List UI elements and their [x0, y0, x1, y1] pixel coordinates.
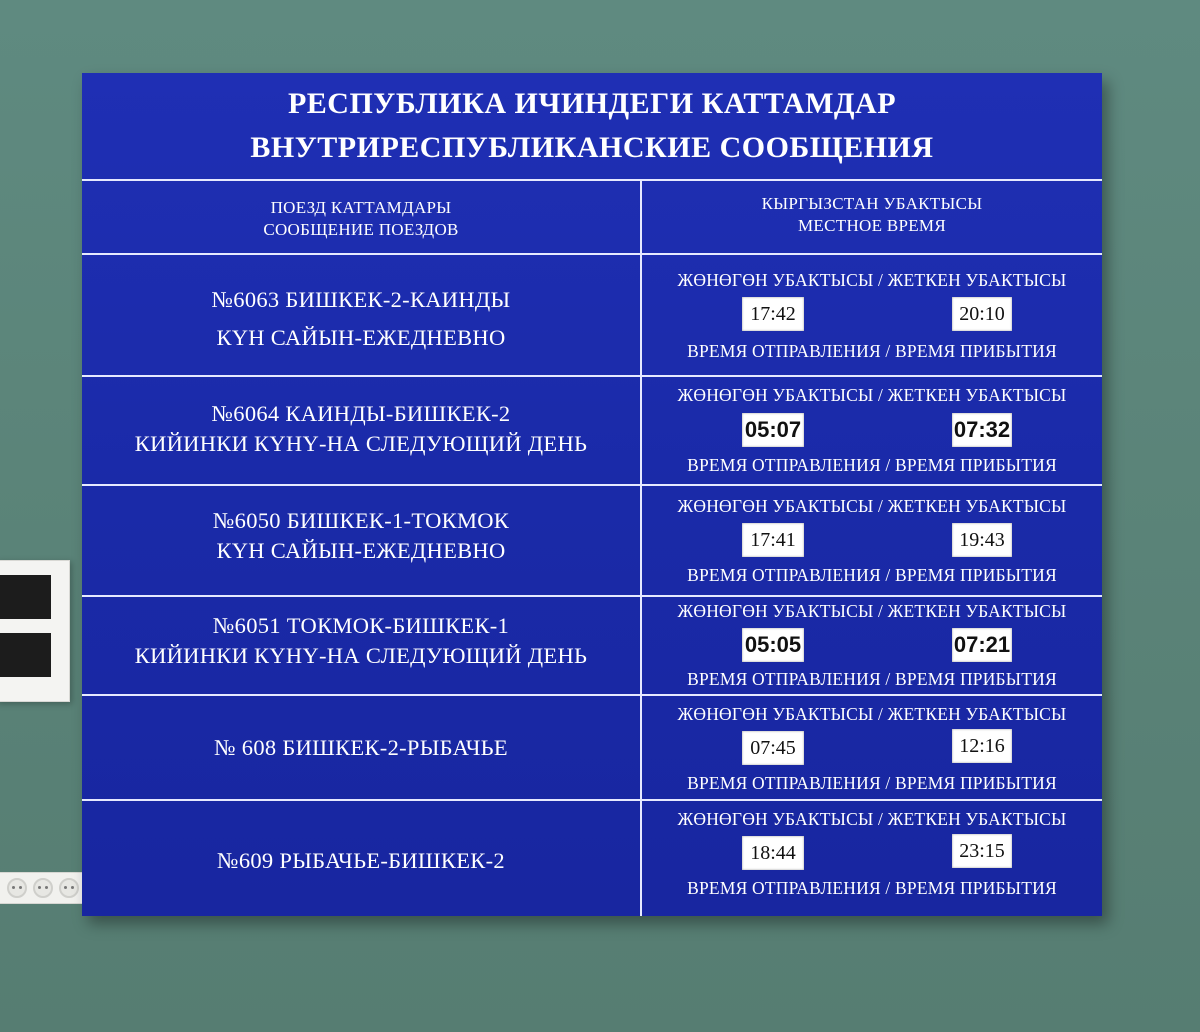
arrival-time: 07:21 [952, 628, 1012, 662]
header-time-russian: МЕСТНОЕ ВРЕМЯ [798, 216, 946, 235]
label-top: ЖӨНӨГӨН УБАКТЫСЫ / ЖЕТКЕН УБАКТЫСЫ [677, 601, 1067, 621]
divider [82, 694, 1102, 696]
divider [82, 595, 1102, 597]
label-bottom: ВРЕМЯ ОТПРАВЛЕНИЯ / ВРЕМЯ ПРИБЫТИЯ [687, 669, 1057, 689]
header-trains-russian: СООБЩЕНИЕ ПОЕЗДОВ [263, 220, 459, 239]
label-bottom: ВРЕМЯ ОТПРАВЛЕНИЯ / ВРЕМЯ ПРИБЫТИЯ [687, 455, 1057, 475]
route-name: №609 РЫБАЧЬЕ-БИШКЕК-2 [217, 848, 505, 873]
arrival-time: 19:43 [952, 523, 1012, 557]
arrival-time: 23:15 [952, 834, 1012, 868]
label-bottom: ВРЕМЯ ОТПРАВЛЕНИЯ / ВРЕМЯ ПРИБЫТИЯ [687, 565, 1057, 585]
route-name: №6050 БИШКЕК-1-ТОКМОК [212, 508, 510, 533]
divider [82, 799, 1102, 801]
divider [82, 179, 1102, 181]
label-bottom: ВРЕМЯ ОТПРАВЛЕНИЯ / ВРЕМЯ ПРИБЫТИЯ [687, 878, 1057, 898]
header-time-kyrgyz: КЫРГЫЗСТАН УБАКТЫСЫ [761, 194, 983, 213]
route-609 [82, 846, 640, 876]
label-top: ЖӨНӨГӨН УБАКТЫСЫ / ЖЕТКЕН УБАКТЫСЫ [677, 809, 1067, 829]
route-608 [82, 733, 640, 763]
header-trains [82, 197, 640, 241]
divider [82, 253, 1102, 255]
times-609 [642, 807, 1102, 927]
times-6063 [642, 268, 1102, 388]
route-frequency: КИЙИНКИ КҮНҮ-НА СЛЕДУЮЩИЙ ДЕНЬ [134, 431, 588, 456]
label-bottom: ВРЕМЯ ОТПРАВЛЕНИЯ / ВРЕМЯ ПРИБЫТИЯ [687, 773, 1057, 793]
divider [82, 484, 1102, 486]
departure-time: 05:07 [742, 413, 804, 447]
arrival-time: 20:10 [952, 297, 1012, 331]
label-top: ЖӨНӨГӨН УБАКТЫСЫ / ЖЕТКЕН УБАКТЫСЫ [677, 496, 1067, 516]
route-name: №6064 КАИНДЫ-БИШКЕК-2 [211, 401, 511, 426]
route-frequency: КИЙИНКИ КҮНҮ-НА СЛЕДУЮЩИЙ ДЕНЬ [134, 643, 588, 668]
board-title-kyrgyz: РЕСПУБЛИКА ИЧИНДЕГИ КАТТАМДАР [287, 87, 897, 120]
departure-time: 17:41 [742, 523, 804, 557]
header-time [642, 193, 1102, 237]
board-title-russian: ВНУТРИРЕСПУБЛИКАНСКИЕ СООБЩЕНИЯ [250, 131, 934, 164]
panel-slot [0, 575, 51, 619]
power-socket-icon [59, 878, 79, 898]
departure-time: 17:42 [742, 297, 804, 331]
times-608 [642, 702, 1102, 822]
divider [82, 375, 1102, 377]
electrical-panel [0, 560, 70, 702]
route-name: №6063 БИШКЕК-2-КАИНДЫ [211, 287, 511, 312]
power-socket-icon [7, 878, 27, 898]
label-top: ЖӨНӨГӨН УБАКТЫСЫ / ЖЕТКЕН УБАКТЫСЫ [677, 270, 1067, 290]
departure-time: 07:45 [742, 731, 804, 765]
header-trains-kyrgyz: ПОЕЗД КАТТАМДАРЫ [270, 198, 452, 217]
arrival-time: 07:32 [952, 413, 1012, 447]
power-socket-icon [33, 878, 53, 898]
label-bottom: ВРЕМЯ ОТПРАВЛЕНИЯ / ВРЕМЯ ПРИБЫТИЯ [687, 341, 1057, 361]
arrival-time: 12:16 [952, 729, 1012, 763]
times-6051 [642, 599, 1102, 719]
route-6050 [82, 506, 640, 566]
route-frequency: КҮН САЙЫН-ЕЖЕДНЕВНО [216, 538, 506, 563]
route-name: № 608 БИШКЕК-2-РЫБАЧЬЕ [214, 735, 508, 760]
route-6051 [82, 611, 640, 671]
departure-time: 18:44 [742, 836, 804, 870]
panel-slot [0, 633, 51, 677]
timetable-board [82, 73, 1102, 916]
route-name: №6051 ТОКМОК-БИШКЕК-1 [212, 613, 510, 638]
label-top: ЖӨНӨГӨН УБАКТЫСЫ / ЖЕТКЕН УБАКТЫСЫ [677, 385, 1067, 405]
power-outlet-strip [0, 872, 88, 904]
label-top: ЖӨНӨГӨН УБАКТЫСЫ / ЖЕТКЕН УБАКТЫСЫ [677, 704, 1067, 724]
route-6064 [82, 399, 640, 459]
route-frequency: КҮН САЙЫН-ЕЖЕДНЕВНО [216, 325, 506, 350]
route-6063 [82, 285, 640, 353]
departure-time: 05:05 [742, 628, 804, 662]
